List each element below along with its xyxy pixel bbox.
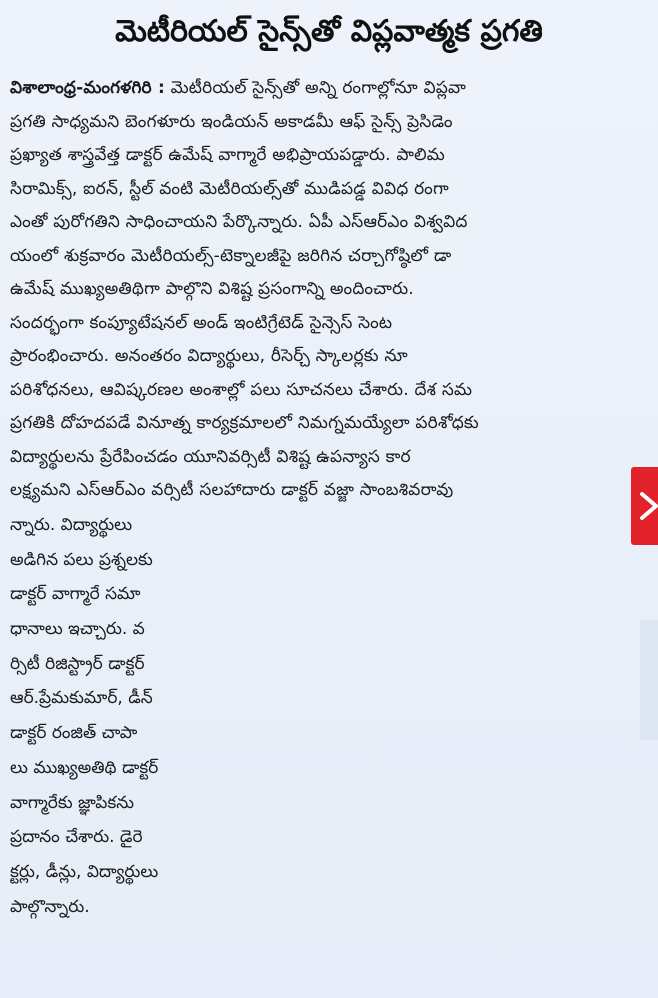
article-line: ప్రఖ్యాత శాస్త్రవేత్త డాక్టర్ ఉమేష్ వాగ్మారే అభిప్రాయపడ్డారు. పాలిమ <box>10 145 445 165</box>
column-line: పాల్గొన్నారు. <box>10 896 90 917</box>
article-line: ఎంతో పురోగతిని సాధించాయని పేర్కొన్నారు. ఏపీ ఎస్ఆర్ఎం విశ్వవిద <box>10 212 468 232</box>
column-line: డాక్టర్ వాగ్మారే సమా <box>10 584 141 605</box>
article-line: పరిశోధనలు, ఆవిష్కరణల అంశాల్లో పలు సూచనలు చేశారు. దేశ సమ <box>10 379 473 400</box>
article-line-text: మెటీరియల్ సైన్స్‌తో అన్ని రంగాల్లోనూ విప్లవా <box>164 78 467 98</box>
article-line: యంలో శుక్రవారం మెటీరియల్స్-టెక్నాలజీపై జరిగిన చర్చాగోష్ఠిలో డా <box>10 245 452 266</box>
article-line: సందర్భంగా కంప్యూటేషనల్ అండ్ ఇంటిగ్రేటెడ్ సైన్సెస్ సెంట <box>10 312 393 333</box>
article-line: ప్రగతికి దోహదపడే వినూత్న కార్యక్రమాలలో నిమగ్నమయ్యేలా పరిశోధకు <box>10 413 479 433</box>
close-button[interactable] <box>631 467 658 545</box>
column-line: ఆర్.ప్రేమకుమార్, డీన్ <box>10 688 153 709</box>
column-line: లు ముఖ్యఅతిథి డాక్టర్ <box>10 757 159 778</box>
column-line: న్నారు. విద్యార్థులు <box>10 515 133 535</box>
article-line: ప్రారంభించారు. అనంతరం విద్యార్థులు, రీసెర్చ్ స్కాలర్లకు నూ <box>10 346 408 366</box>
article-line <box>10 72 658 106</box>
column-line: ప్రదానం చేశారు. డైరె <box>10 827 143 848</box>
column-line: అడిగిన పలు ప్రశ్నలకు <box>10 549 153 570</box>
dateline: విశాలాంధ్ర-మంగళగిరి : <box>10 78 165 98</box>
column-line: క్టర్లు, డీన్లు, విద్యార్థులు <box>10 861 159 882</box>
article-line: లక్ష్యమని ఎస్ఆర్ఎం వర్సిటీ సలహాదారు డాక్టర్ వజ్జా సాంబశివరావు <box>10 480 454 500</box>
column-line: ర్సిటీ రిజిస్ట్రార్ డాక్టర్ <box>10 653 145 674</box>
article-line: సిరామిక్స్, ఐరన్, స్టీల్ వంటి మెటీరియల్స్‌తో ముడిపడ్డ వివిధ రంగా <box>10 178 449 199</box>
side-scroll-rail <box>640 620 658 740</box>
article-body <box>10 72 658 508</box>
article-narrow-column <box>10 508 220 924</box>
column-line: ధానాలు ఇచ్చారు. వ <box>10 619 145 640</box>
article-line: ప్రగతి సాధ్యమని బెంగళూరు ఇండియన్ అకాడమీ ఆఫ్ సైన్స్ ప్రెసిడెం <box>10 111 453 132</box>
column-line: డాక్టర్ రంజిత్ చాపా <box>10 723 138 744</box>
article-line: విద్యార్థులను ప్రేరేపించడం యూనివర్సిటీ విశిష్ట ఉపన్యాస కార <box>10 446 411 467</box>
article-headline: మెటీరియల్ సైన్స్‌తో విప్లవాత్మక ప్రగతి <box>115 14 543 49</box>
column-line: వాగ్మారేకు జ్ఞాపికను <box>10 792 135 813</box>
close-icon <box>639 491 658 521</box>
article-line: ఉమేష్ ముఖ్యఅతిథిగా పాల్గొని విశిష్ట ప్రసంగాన్ని అందించారు. <box>10 279 414 299</box>
